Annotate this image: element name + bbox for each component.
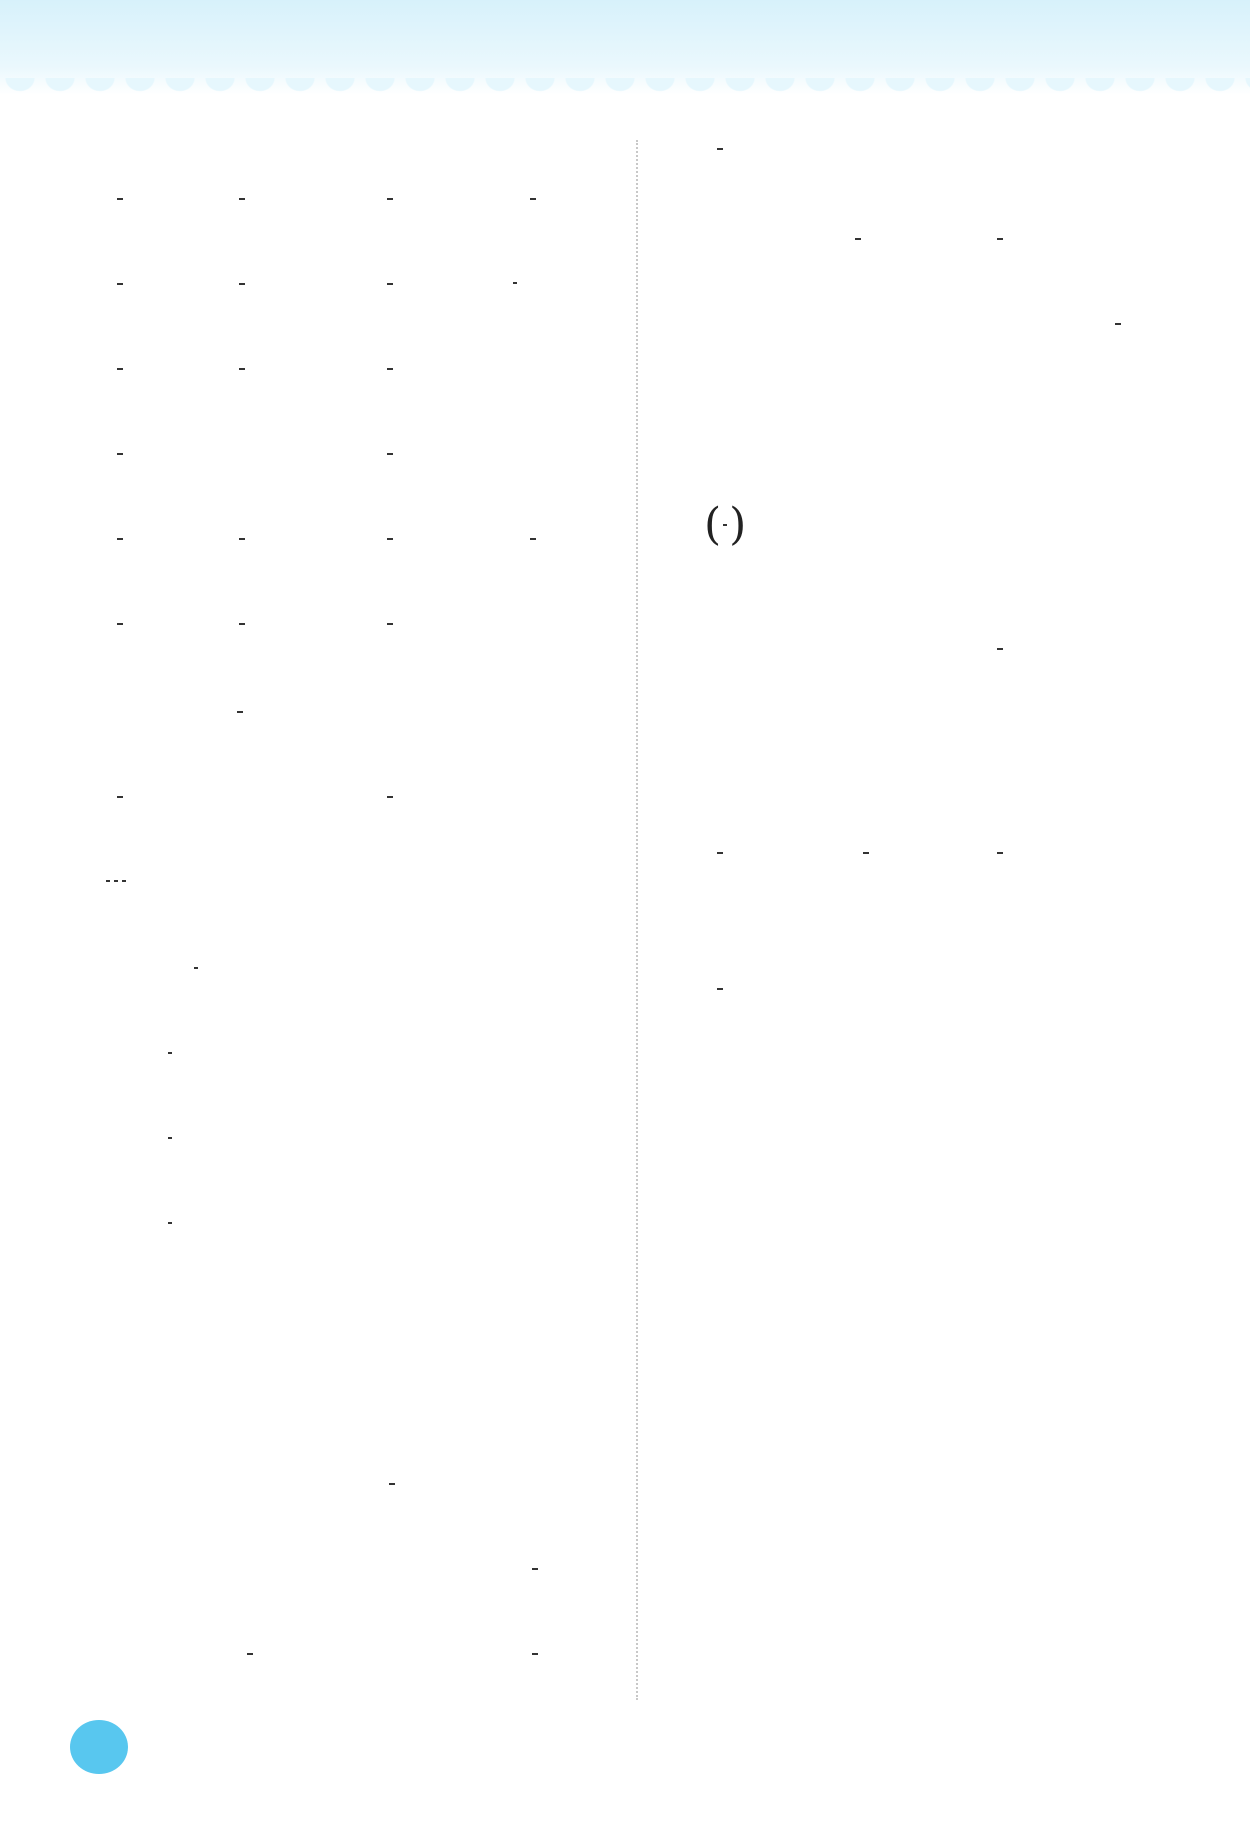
fraction-answer	[532, 1565, 538, 1574]
numerator	[168, 1220, 172, 1224]
numerator	[239, 365, 245, 370]
numerator	[117, 450, 123, 455]
fraction-answer	[387, 793, 393, 802]
left-paren: (	[704, 499, 722, 550]
numerator	[387, 280, 393, 285]
numerator	[855, 235, 861, 240]
inline-fraction	[168, 1050, 172, 1057]
fraction-answer	[530, 195, 536, 204]
fraction-answer	[239, 195, 245, 204]
fraction-answer	[389, 1480, 395, 1489]
column-divider	[636, 140, 638, 1700]
fraction-answer	[717, 145, 723, 154]
right-paren: )	[729, 499, 747, 550]
formula-line-1	[104, 878, 128, 885]
fraction-answer	[717, 849, 723, 858]
inline-fraction	[114, 878, 118, 885]
page-header-band	[0, 0, 1250, 95]
numerator	[717, 145, 723, 150]
fraction-answer	[855, 235, 861, 244]
numerator	[114, 878, 118, 882]
fraction-answer	[387, 450, 393, 459]
word-problem-2	[704, 499, 747, 550]
inline-fraction	[106, 878, 110, 885]
numerator	[997, 235, 1003, 240]
numerator	[997, 849, 1003, 854]
inline-fraction	[513, 280, 517, 287]
numerator	[863, 849, 869, 854]
numerator	[106, 878, 110, 882]
numerator	[247, 1650, 253, 1655]
numerator	[117, 793, 123, 798]
numerator	[387, 793, 393, 798]
fraction-answer	[239, 365, 245, 374]
numerator	[387, 450, 393, 455]
formula-step-3	[166, 1050, 174, 1057]
fraction-answer	[117, 450, 123, 459]
page-number-badge	[70, 1720, 128, 1774]
inline-fraction	[168, 1135, 172, 1142]
inline-fraction	[122, 878, 126, 885]
book-header	[66, 48, 140, 76]
numerator	[239, 195, 245, 200]
numerator	[723, 522, 727, 526]
numerator	[117, 195, 123, 200]
fraction-answer	[117, 365, 123, 374]
numerator	[117, 620, 123, 625]
fraction-answer	[117, 535, 123, 544]
numerator	[387, 535, 393, 540]
inline-fraction	[723, 522, 727, 529]
numerator	[168, 1135, 172, 1139]
numerator	[513, 280, 517, 284]
fraction-answer	[387, 365, 393, 374]
numerator	[168, 1050, 172, 1054]
fraction-answer	[239, 280, 245, 289]
fraction-answer	[117, 793, 123, 802]
numerator	[237, 708, 243, 713]
fraction-answer	[997, 849, 1003, 858]
numerator	[532, 1650, 538, 1655]
numerator	[239, 535, 245, 540]
inline-fraction	[194, 965, 198, 972]
fraction-answer	[239, 620, 245, 629]
numerator	[530, 195, 536, 200]
numerator	[532, 1565, 538, 1570]
numerator	[122, 878, 126, 882]
numerator	[387, 365, 393, 370]
fraction-answer	[117, 620, 123, 629]
fraction-answer	[997, 235, 1003, 244]
numerator	[530, 535, 536, 540]
fraction-answer	[237, 708, 243, 717]
fraction-answer	[530, 535, 536, 544]
numerator	[997, 645, 1003, 650]
equation-fraction	[1115, 320, 1121, 329]
numerator	[387, 195, 393, 200]
fraction-answer	[717, 985, 723, 994]
fraction-answer	[117, 195, 123, 204]
fraction-answer	[239, 535, 245, 544]
formula-step-5	[166, 1220, 174, 1227]
formula-step-4	[166, 1135, 174, 1142]
numerator	[717, 849, 723, 854]
fraction-answer	[387, 280, 393, 289]
fraction-answer	[117, 280, 123, 289]
numerator	[117, 535, 123, 540]
numerator	[387, 620, 393, 625]
fraction-answer	[863, 849, 869, 858]
fraction-answer	[247, 1650, 253, 1659]
fraction-answer	[532, 1650, 538, 1659]
numerator	[117, 280, 123, 285]
inline-fraction	[168, 1220, 172, 1227]
numerator	[239, 620, 245, 625]
fraction-answer	[387, 535, 393, 544]
fraction-answer	[387, 195, 393, 204]
fraction-answer	[997, 645, 1003, 654]
numerator	[117, 365, 123, 370]
numerator	[194, 965, 198, 969]
formula-line-2	[192, 965, 200, 972]
mixed-number	[511, 280, 519, 287]
numerator	[389, 1480, 395, 1485]
numerator	[239, 280, 245, 285]
fraction-answer	[387, 620, 393, 629]
numerator	[1115, 320, 1121, 325]
numerator	[717, 985, 723, 990]
